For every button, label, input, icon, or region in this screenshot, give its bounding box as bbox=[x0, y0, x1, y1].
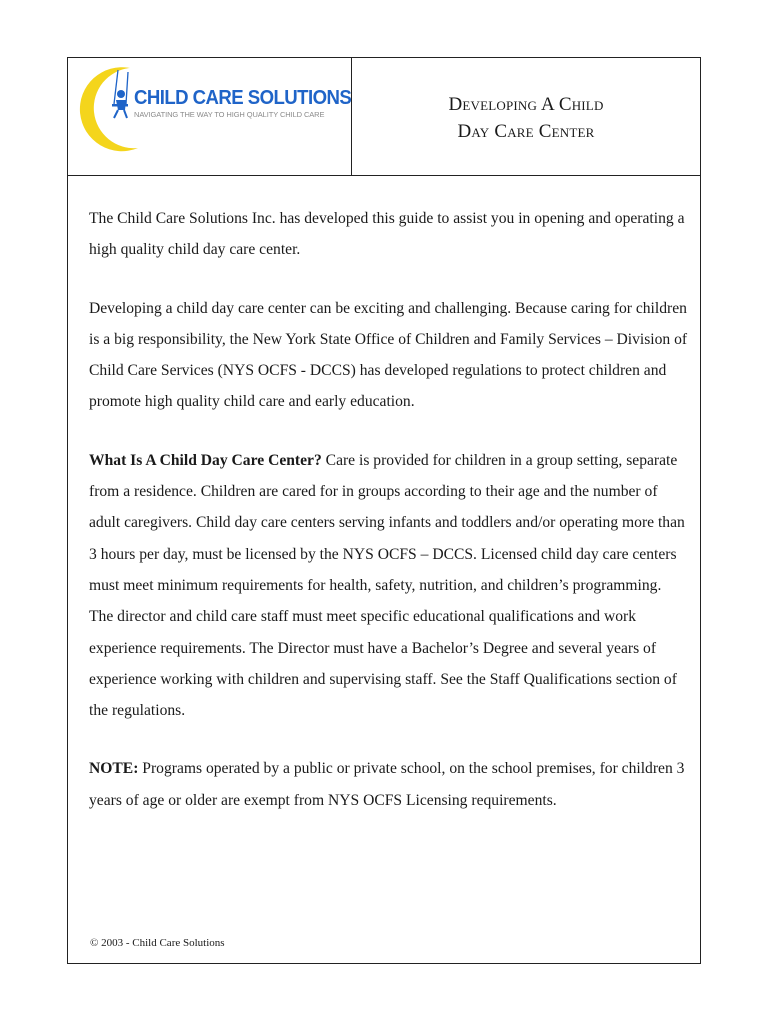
document-frame bbox=[67, 57, 701, 964]
title-line-2: Day Care Center bbox=[457, 120, 595, 142]
logo-cell bbox=[68, 58, 352, 175]
logo-tagline: NAVIGATING THE WAY TO HIGH QUALITY CHILD CARE bbox=[134, 110, 325, 119]
intro-paragraph: The Child Care Solutions Inc. has developed this guide to assist you in opening and operating a high quality child day care center. bbox=[89, 210, 685, 259]
document-header bbox=[68, 58, 700, 176]
what-is-center-text: Care is provided for children in a group setting, separate from a residence. Children are cared for in groups according to their age and the number of adult caregivers. Child day care centers serving infants and toddlers and/or operating more than 3 hours per day, must be licensed by the NYS OCFS – DCCS. Licensed child day care centers must meet minimum requirements for health, safety, nutrition, and children’s programming. The director and child care staff must meet specific educational qualifications and work experience requirements. The Director must have a Bachelor’s Degree and several years of experience working with children and supervising staff. See the Staff Qualifications section of the regulations. bbox=[89, 451, 685, 720]
note-paragraph bbox=[89, 753, 689, 816]
note-label: NOTE: bbox=[89, 760, 139, 778]
logo-title: CHILD CARE SOLUTIONS bbox=[134, 87, 352, 109]
what-is-center-heading: What Is A Child Day Care Center? bbox=[89, 451, 322, 469]
title-line-1: Developing A Child bbox=[448, 93, 604, 115]
copyright-footer: © 2003 - Child Care Solutions bbox=[90, 937, 225, 949]
regulations-paragraph: Developing a child day care center can be exciting and challenging. Because caring for children is a big responsibility, the New York State Office of Children and Family Services – Division of Child Care Services (NYS OCFS - DCCS) has developed regulations to protect children and promote high quality child care and early education. bbox=[89, 299, 688, 411]
note-text: Programs operated by a public or private school, on the school premises, for children 3 years of age or older are exempt from NYS OCFS Licensing requirements. bbox=[89, 760, 685, 809]
what-is-center-paragraph bbox=[89, 445, 689, 727]
document-title bbox=[352, 58, 700, 175]
document-body bbox=[89, 203, 689, 843]
